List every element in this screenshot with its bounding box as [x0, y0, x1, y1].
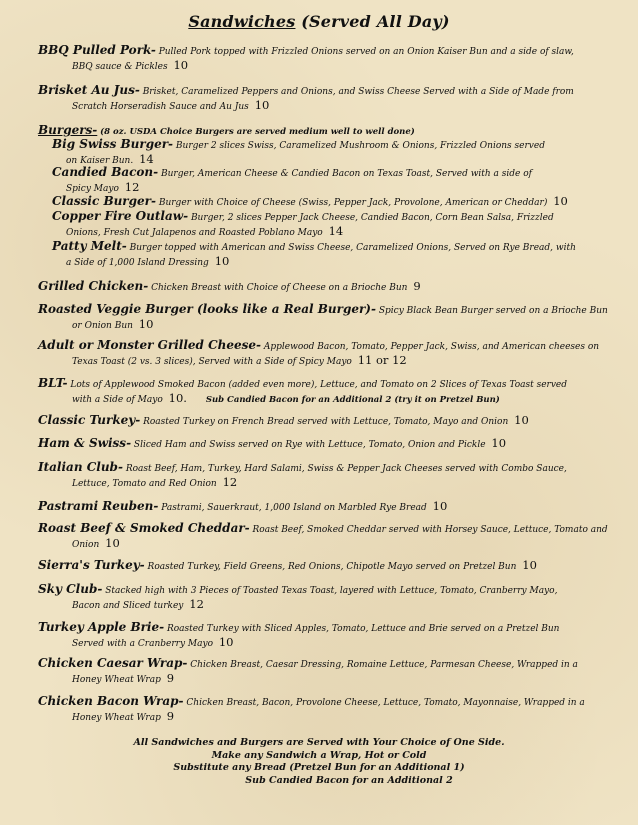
item-note: Sub Candied Bacon for an Additional 2 (try it on Pretzel Bun) [205, 395, 500, 405]
footer-line-bread: Substitute any Bread (Pretzel Bun for an Additional 1) [173, 762, 465, 773]
item-price: 10 [254, 98, 270, 112]
item-name: Pastrami Reuben- [38, 499, 159, 513]
page-title [0, 12, 638, 31]
footer-line-bacon: Sub Candied Bacon for an Additional 2 [245, 774, 453, 786]
item-name: Big Swiss Burger- [52, 137, 174, 151]
item-description: Chicken Breast, Bacon, Provolone Cheese, Lettuce, Tomato, Mayonnaise, Wrapped in a [186, 698, 585, 708]
item-name: Turkey Apple Brie- [38, 620, 165, 634]
item-description: Pulled Pork topped with Frizzled Onions served on an Onion Kaiser Bun and a side of slaw, [158, 47, 574, 57]
item-price: 10 [432, 499, 448, 513]
item-price: 9 [166, 709, 175, 723]
menu-item-patty-melt [52, 240, 608, 270]
item-name: BBQ Pulled Pork- [38, 43, 156, 57]
menu-item-chicken-caesar-wrap [38, 657, 608, 687]
title-main: Sandwiches [188, 12, 296, 31]
item-description: Roast Beef, Smoked Cheddar served with Horsey Sauce, Lettuce, Tomato and [252, 525, 608, 535]
item-description-continued: Honey Wheat Wrap [72, 713, 161, 723]
item-name: Chicken Bacon Wrap- [38, 694, 184, 708]
item-description-continued: Onion [72, 540, 100, 550]
menu-item-big-swiss-burger [52, 138, 608, 168]
item-price: 11 or 12 [357, 353, 407, 367]
item-name: Roasted Veggie Burger (looks like a Real Burger)- [38, 302, 376, 316]
menu-item-copper-fire-outlaw [52, 210, 608, 240]
item-description: Roasted Turkey with Sliced Apples, Tomato, Lettuce and Brie served on a Pretzel Bun [166, 624, 560, 634]
item-price: 12 [189, 597, 204, 611]
menu-footer-notes [0, 737, 638, 787]
item-description: Spicy Black Bean Burger served on a Brioche Bun [378, 306, 608, 316]
menu-item-ham-swiss [38, 437, 608, 452]
item-description-continued: with a Side of Mayo [72, 395, 163, 405]
item-description: Burger 2 slices Swiss, Caramelized Mushroom & Onions, Frizzled Onions served [175, 141, 545, 151]
item-description: Burger with Choice of Cheese (Swiss, Pepper Jack, Provolone, American or Cheddar) [158, 198, 548, 208]
item-description: Pastrami, Sauerkraut, 1,000 Island on Marbled Rye Bread [161, 503, 427, 513]
item-name: Classic Burger- [52, 194, 156, 208]
item-price: 12 [222, 475, 238, 489]
menu-item-adult-monster-grilled-cheese [38, 339, 608, 369]
item-description-continued: a Side of 1,000 Island Dressing [66, 258, 209, 268]
item-name: BLT- [38, 376, 68, 390]
item-description-continued: Texas Toast (2 vs. 3 slices), Served with a Side of Spicy Mayo [72, 357, 352, 367]
item-description-continued: Spicy Mayo [66, 184, 119, 194]
item-description: Sliced Ham and Swiss served on Rye with Lettuce, Tomato, Onion and Pickle [133, 440, 486, 450]
item-description: Lots of Applewood Smoked Bacon (added even more), Lettuce, and Tomato on 2 Slices of Texas Toast served [70, 380, 567, 390]
item-description-continued: BBQ sauce & Pickles [72, 62, 168, 72]
item-price: 10 [105, 536, 120, 550]
item-price: 12 [124, 180, 140, 194]
item-name: Sierra's Turkey- [38, 558, 145, 572]
item-name: Sky Club- [38, 582, 103, 596]
item-description-continued: on Kaiser Bun. [66, 156, 134, 166]
item-name: Ham & Swiss- [38, 436, 132, 450]
item-description: Burger, 2 slices Pepper Jack Cheese, Candied Bacon, Corn Bean Salsa, Frizzled [190, 213, 554, 223]
item-name: Brisket Au Jus- [38, 83, 140, 97]
menu-item-pastrami-reuben [38, 500, 608, 515]
item-description: Roast Beef, Ham, Turkey, Hard Salami, Swiss & Pepper Jack Cheeses served with Combo Sauce, [125, 464, 567, 474]
item-description: Brisket, Caramelized Peppers and Onions, and Swiss Cheese Served with a Side of Made from [142, 87, 574, 97]
item-price: 10 [138, 317, 154, 331]
item-name: Italian Club- [38, 460, 123, 474]
item-name: Roast Beef & Smoked Cheddar- [38, 521, 250, 535]
section-title: Burgers- [38, 123, 98, 137]
menu-item-candied-bacon [52, 166, 608, 196]
menu-item-classic-burger [52, 195, 608, 210]
item-price: 10 [491, 436, 507, 450]
item-price: 10 [514, 413, 529, 427]
item-price: 10 [218, 635, 234, 649]
footer-line-sides: All Sandwiches and Burgers are Served with Your Choice of One Side. [133, 737, 505, 748]
item-price: 10 [214, 254, 230, 268]
menu-item-sky-club [38, 583, 608, 613]
item-price: 14 [328, 224, 344, 238]
menu-item-brisket-au-jus [38, 84, 608, 114]
item-description-continued: or Onion Bun [72, 321, 133, 331]
menu-item-roast-beef-smoked-cheddar [38, 522, 608, 552]
item-price: 9 [166, 671, 175, 685]
item-price: 10 [522, 558, 537, 572]
item-name: Grilled Chicken- [38, 279, 149, 293]
item-description-continued: Bacon and Sliced turkey [72, 601, 184, 611]
item-price: 10 [173, 58, 189, 72]
menu-item-bbq-pulled-pork [38, 44, 608, 74]
title-subtitle: (Served All Day) [301, 12, 450, 31]
item-description: Roasted Turkey, Field Greens, Red Onions, Chipotle Mayo served on Pretzel Bun [147, 562, 517, 572]
item-price: 14 [139, 152, 154, 166]
item-price: 10. [168, 391, 187, 405]
item-description: Applewood Bacon, Tomato, Pepper Jack, Swiss, and American cheeses on [263, 342, 600, 352]
section-note: (8 oz. USDA Choice Burgers are served medium well to well done) [100, 127, 415, 137]
menu-item-roasted-veggie-burger [38, 303, 608, 333]
item-name: Classic Turkey- [38, 413, 141, 427]
item-name: Adult or Monster Grilled Cheese- [38, 338, 262, 352]
item-description-continued: Honey Wheat Wrap [72, 675, 161, 685]
item-description-continued: Lettuce, Tomato and Red Onion [72, 479, 217, 489]
item-description: Roasted Turkey on French Bread served with Lettuce, Tomato, Mayo and Onion [143, 417, 509, 427]
item-name: Patty Melt- [52, 239, 127, 253]
footer-line-wrap: Make any Sandwich a Wrap, Hot or Cold [211, 749, 427, 761]
item-description: Chicken Breast, Caesar Dressing, Romaine Lettuce, Parmesan Cheese, Wrapped in a [190, 660, 578, 670]
menu-item-italian-club [38, 461, 608, 491]
menu-item-turkey-apple-brie [38, 621, 608, 651]
menu-item-blt [38, 377, 608, 407]
item-description-continued: Scratch Horseradish Sauce and Au Jus [72, 102, 249, 112]
item-description-continued: Served with a Cranberry Mayo [72, 639, 213, 649]
menu-item-sierras-turkey [38, 559, 608, 574]
item-price: 10 [553, 194, 568, 208]
item-name: Copper Fire Outlaw- [52, 209, 189, 223]
menu-item-chicken-bacon-wrap [38, 695, 608, 725]
item-description: Chicken Breast with Choice of Cheese on a Brioche Bun [151, 283, 408, 293]
item-name: Chicken Caesar Wrap- [38, 656, 188, 670]
item-price: 9 [413, 279, 421, 293]
menu-item-grilled-chicken [38, 280, 608, 295]
item-name: Candied Bacon- [52, 165, 159, 179]
item-description: Stacked high with 3 Pieces of Toasted Texas Toast, layered with Lettuce, Tomato, Cranberry Mayo, [105, 586, 558, 596]
menu-item-classic-turkey [38, 414, 608, 429]
item-description: Burger topped with American and Swiss Cheese, Caramelized Onions, Served on Rye Bread, with [129, 243, 576, 253]
item-description-continued: Onions, Fresh Cut Jalapenos and Roasted Poblano Mayo [66, 228, 323, 238]
item-description: Burger, American Cheese & Candied Bacon on Texas Toast, Served with a side of [161, 169, 532, 179]
